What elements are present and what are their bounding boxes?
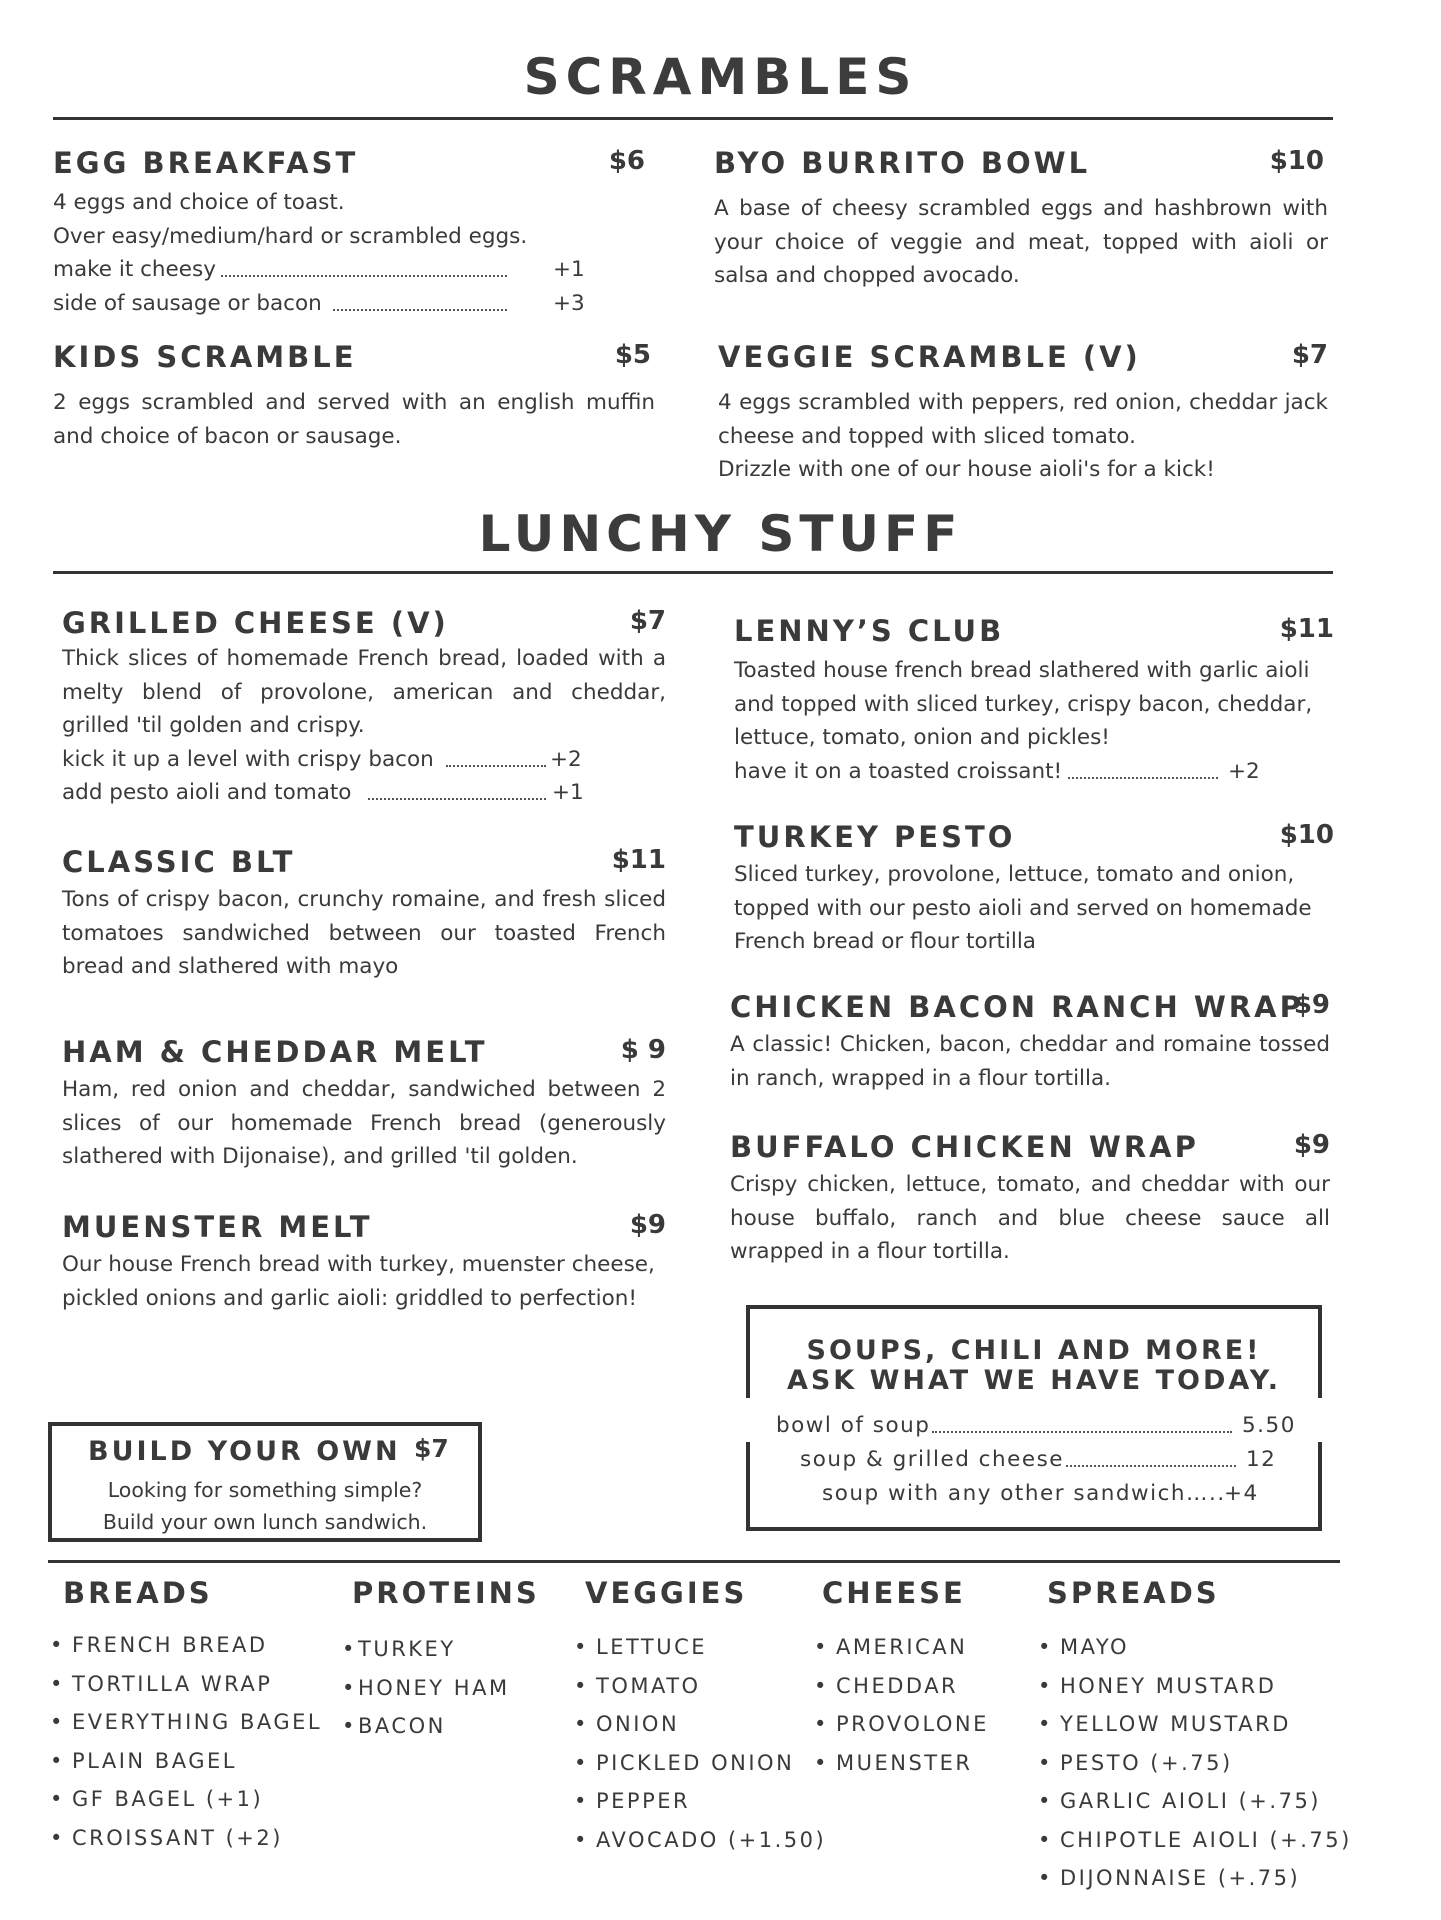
bullet: •	[574, 1712, 589, 1736]
item-description: Sliced turkey, provolone, lettuce, tomato and onion, topped with our pesto aioli and served on homemade French bread or flour tortilla	[734, 862, 1312, 954]
menu-item-chicken-bacon-ranch-wrap	[730, 990, 1330, 1095]
item-price: $11	[1279, 614, 1334, 644]
bullet: •	[814, 1712, 829, 1736]
item-label: CROISSANT (+2)	[72, 1825, 283, 1850]
item-description: Crispy chicken, lettuce, tomato, and cheddar with our house buffalo, ranch and blue cheese sauce all wrapped in a flour tortilla.	[730, 1172, 1330, 1264]
soup-price: 5.50	[1242, 1413, 1296, 1438]
list-item	[1038, 1628, 1352, 1667]
addon-label: have it on a toasted croissant!	[734, 758, 1063, 784]
addon-price: +2	[1228, 758, 1260, 784]
dot-leader	[1068, 777, 1218, 779]
list-item	[814, 1744, 989, 1783]
item-name: EGG BREAKFAST	[53, 146, 359, 180]
item-name: VEGGIE SCRAMBLE (V)	[718, 340, 1141, 374]
item-name: HAM & CHEDDAR MELT	[62, 1035, 488, 1069]
addon-price: +1	[552, 780, 584, 805]
soup-price: 12	[1246, 1447, 1277, 1472]
addon-label: make it cheesy	[53, 257, 216, 282]
item-name: CLASSIC BLT	[62, 845, 296, 879]
menu-item-egg-breakfast	[53, 146, 653, 320]
list-item	[574, 1628, 826, 1667]
bullet: •	[342, 1675, 357, 1700]
item-label: CHIPOTLE AIOLI (+.75)	[1060, 1827, 1352, 1852]
addon-row	[53, 253, 653, 287]
item-description: Tons of crispy bacon, crunchy romaine, and fresh sliced tomatoes sandwiched between our toasted French bread and slathered with mayo	[62, 887, 666, 979]
soup-label: soup & grilled cheese	[800, 1447, 1065, 1472]
item-name: BYO BURRITO BOWL	[714, 146, 1091, 180]
bullet: •	[1038, 1750, 1053, 1775]
item-label: PEPPER	[596, 1789, 691, 1813]
addon-row	[53, 287, 653, 321]
item-description: 2 eggs scrambled and served with an english muffin and choice of bacon or sausage.	[53, 390, 655, 449]
item-label: TURKEY	[358, 1637, 456, 1661]
item-label: CHEDDAR	[836, 1673, 959, 1698]
scrambles-title: SCRAMBLES	[523, 48, 918, 106]
item-description: 4 eggs scrambled with peppers, red onion, cheddar jack cheese and topped with sliced tomato.	[718, 390, 1328, 449]
item-name: TURKEY PESTO	[734, 820, 1016, 854]
item-name: BUFFALO CHICKEN WRAP	[730, 1130, 1199, 1164]
item-label: HONEY HAM	[358, 1675, 510, 1700]
menu-item-lennys-club	[734, 614, 1334, 788]
column-list-spreads	[1038, 1628, 1352, 1898]
byo-line2: Build your own lunch sandwich.	[102, 1510, 428, 1534]
bullet: •	[1038, 1789, 1053, 1813]
bullet: •	[1038, 1712, 1053, 1736]
item-price: $10	[1279, 820, 1334, 850]
item-price: $ 9	[620, 1035, 666, 1065]
item-label: PICKLED ONION	[596, 1750, 795, 1775]
list-item	[814, 1667, 989, 1706]
item-extra: Drizzle with one of our house aioli's for a kick!	[718, 457, 1215, 482]
build-rule	[48, 1560, 1340, 1563]
menu-item-ham-cheddar-melt	[62, 1035, 666, 1174]
column-heading-veggies: VEGGIES	[585, 1576, 748, 1610]
item-name: KIDS SCRAMBLE	[53, 340, 357, 374]
lunchy-rule	[53, 571, 1333, 574]
item-name: GRILLED CHEESE (V)	[62, 606, 449, 640]
item-price: $9	[1293, 1130, 1330, 1160]
list-item	[50, 1626, 322, 1665]
dot-leader	[368, 798, 546, 800]
bullet: •	[1038, 1827, 1053, 1852]
item-price: $7	[629, 606, 666, 636]
list-item	[342, 1630, 510, 1669]
item-price: $7	[1291, 340, 1328, 370]
item-label: TOMATO	[596, 1673, 701, 1698]
item-price: $11	[611, 845, 666, 875]
soup-label: bowl of soup	[776, 1413, 931, 1438]
item-label: MUENSTER	[836, 1750, 973, 1775]
menu-item-classic-blt	[62, 845, 666, 984]
item-price: $9	[629, 1210, 666, 1240]
item-label: GF BAGEL (+1)	[72, 1787, 264, 1811]
list-item	[1038, 1821, 1352, 1860]
item-line: 4 eggs and choice of toast.	[53, 190, 345, 215]
item-label: PESTO (+.75)	[1060, 1750, 1233, 1775]
bullet: •	[574, 1673, 589, 1698]
bullet: •	[342, 1714, 357, 1738]
menu-item-muenster-melt	[62, 1210, 666, 1315]
list-item	[50, 1665, 322, 1704]
item-name: MUENSTER MELT	[62, 1210, 373, 1244]
bullet: •	[1038, 1673, 1053, 1698]
bullet: •	[574, 1827, 589, 1852]
item-description: Our house French bread with turkey, muenster cheese, pickled onions and garlic aioli: griddled to perfection!	[62, 1252, 655, 1311]
lunchy-title: LUNCHY STUFF	[478, 505, 963, 563]
menu-item-grilled-cheese	[62, 606, 666, 810]
column-heading-breads: BREADS	[63, 1576, 213, 1610]
dot-leader	[446, 765, 546, 767]
item-name: LENNY’S CLUB	[734, 614, 1005, 648]
item-description: A classic! Chicken, bacon, cheddar and romaine tossed in ranch, wrapped in a flour tortilla.	[730, 1032, 1330, 1091]
soup-row	[776, 1409, 1296, 1443]
column-heading-cheese: CHEESE	[822, 1576, 966, 1610]
column-list-cheese	[814, 1628, 989, 1782]
column-list-veggies	[574, 1628, 826, 1859]
bullet: •	[574, 1789, 589, 1813]
bullet: •	[50, 1787, 65, 1811]
item-price: $9	[1293, 990, 1330, 1020]
item-label: EVERYTHING BAGEL	[72, 1710, 323, 1734]
addon-row	[62, 776, 666, 810]
list-item	[1038, 1705, 1352, 1744]
bullet: •	[1038, 1866, 1053, 1890]
addon-row	[62, 743, 666, 777]
dot-leader	[333, 309, 507, 311]
item-label: ONION	[596, 1712, 680, 1736]
list-item	[50, 1780, 322, 1819]
item-label: YELLOW MUSTARD	[1060, 1712, 1291, 1736]
list-item	[342, 1707, 510, 1746]
scrambles-rule	[53, 117, 1333, 120]
item-label: GARLIC AIOLI (+.75)	[1060, 1789, 1321, 1813]
item-price: $5	[614, 340, 651, 370]
item-price: $6	[608, 146, 645, 176]
addon-label: kick it up a level with crispy bacon	[62, 746, 434, 772]
item-description: A base of cheesy scrambled eggs and hashbrown with your choice of veggie and meat, topped with aioli or salsa and chopped avocado.	[714, 196, 1328, 288]
item-price: $10	[1269, 146, 1324, 176]
bullet: •	[814, 1673, 829, 1698]
menu-item-byo-burrito-bowl	[714, 146, 1328, 293]
item-label: AVOCADO (+1.50)	[596, 1827, 827, 1852]
item-label: FRENCH BREAD	[72, 1633, 268, 1657]
list-item	[814, 1628, 989, 1667]
addon-price: +2	[550, 746, 582, 772]
bullet: •	[574, 1635, 589, 1659]
bullet: •	[1038, 1635, 1053, 1659]
soup-label: soup with any other sandwich…..	[822, 1481, 1226, 1506]
dot-leader	[932, 1431, 1232, 1433]
item-label: HONEY MUSTARD	[1060, 1673, 1277, 1698]
soup-price: +4	[1224, 1481, 1259, 1506]
menu-item-buffalo-chicken-wrap	[730, 1130, 1330, 1269]
byo-title: BUILD YOUR OWN	[88, 1436, 401, 1467]
column-heading-proteins: PROTEINS	[352, 1576, 540, 1610]
item-label: TORTILLA WRAP	[72, 1671, 273, 1696]
item-description: Ham, red onion and cheddar, sandwiched between 2 slices of our homemade French bread (generously slathered with Dijonaise), and grilled 'til golden.	[62, 1077, 666, 1169]
list-item	[342, 1669, 510, 1708]
menu-item-turkey-pesto	[734, 820, 1334, 959]
byo-price: $7	[414, 1434, 449, 1463]
list-item	[1038, 1744, 1352, 1783]
list-item	[50, 1742, 322, 1781]
item-label: BACON	[358, 1714, 446, 1738]
bullet: •	[50, 1825, 65, 1850]
addon-label: side of sausage or bacon	[53, 290, 322, 316]
menu-item-veggie-scramble	[718, 340, 1328, 487]
addon-price: +3	[553, 290, 585, 316]
list-item	[1038, 1782, 1352, 1821]
column-list-proteins	[342, 1630, 510, 1746]
bullet: •	[50, 1671, 65, 1696]
soups-title-line2: ASK WHAT WE HAVE TODAY.	[786, 1365, 1282, 1396]
soup-row	[822, 1477, 1302, 1511]
list-item	[1038, 1859, 1352, 1898]
byo-line1: Looking for something simple?	[107, 1478, 423, 1502]
item-label: AMERICAN	[836, 1635, 968, 1659]
item-name: CHICKEN BACON RANCH WRAP	[730, 990, 1304, 1024]
list-item	[574, 1667, 826, 1706]
menu-item-kids-scramble	[53, 340, 655, 453]
item-description: Thick slices of homemade French bread, loaded with a melty blend of provolone, american and cheddar, grilled 'til golden and crispy.	[62, 646, 666, 738]
dot-leader	[221, 275, 507, 277]
list-item	[50, 1819, 322, 1858]
item-label: DIJONNAISE (+.75)	[1060, 1866, 1301, 1890]
list-item	[1038, 1667, 1352, 1706]
bullet: •	[50, 1710, 65, 1734]
item-line: Over easy/medium/hard or scrambled eggs.	[53, 223, 528, 249]
soups-title-line1: SOUPS, CHILI AND MORE!	[806, 1335, 1262, 1366]
list-item	[50, 1703, 322, 1742]
item-label: PLAIN BAGEL	[72, 1748, 237, 1773]
item-label: LETTUCE	[596, 1635, 708, 1659]
dot-leader	[1066, 1465, 1236, 1467]
addon-price: +1	[553, 257, 585, 282]
list-item	[574, 1744, 826, 1783]
list-item	[574, 1705, 826, 1744]
column-list-breads	[50, 1626, 322, 1857]
addon-row	[734, 755, 1334, 789]
item-label: MAYO	[1060, 1635, 1130, 1659]
column-heading-spreads: SPREADS	[1047, 1576, 1220, 1610]
item-label: PROVOLONE	[836, 1712, 989, 1736]
soup-row	[800, 1443, 1300, 1477]
bullet: •	[50, 1748, 65, 1773]
addon-label: add pesto aioli and tomato	[62, 780, 352, 805]
bullet: •	[814, 1750, 829, 1775]
bullet: •	[50, 1633, 65, 1657]
list-item	[574, 1782, 826, 1821]
bullet: •	[814, 1635, 829, 1659]
list-item	[814, 1705, 989, 1744]
bullet: •	[574, 1750, 589, 1775]
list-item	[574, 1821, 826, 1860]
item-description: Toasted house french bread slathered with garlic aioli and topped with sliced turkey, crispy bacon, cheddar, lettuce, tomato, onion and pickles!	[734, 658, 1313, 750]
bullet: •	[342, 1637, 357, 1661]
